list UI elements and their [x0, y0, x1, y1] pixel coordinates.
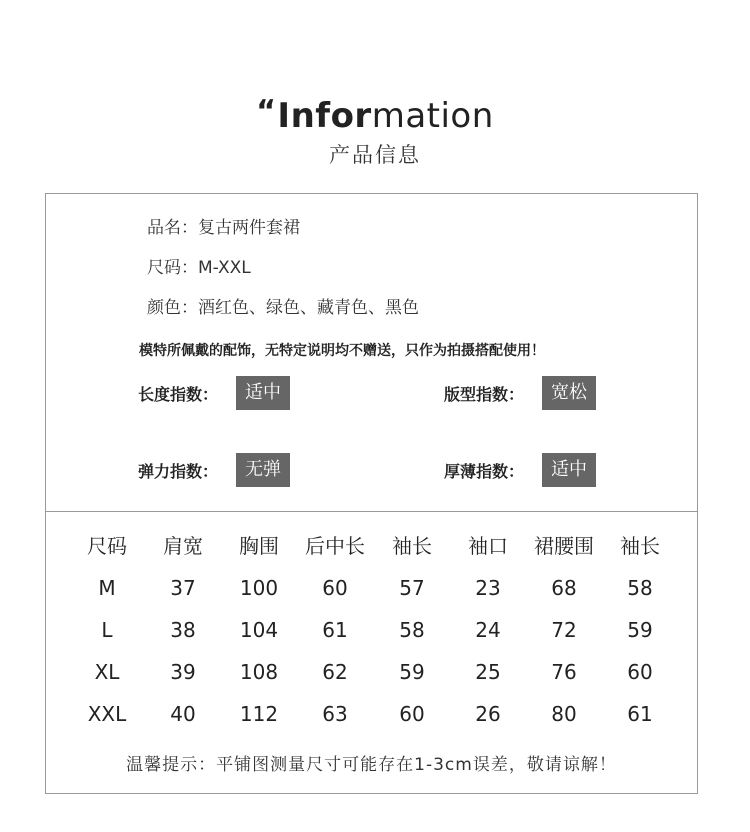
table-cell: 61: [322, 618, 348, 642]
table-cell: 60: [399, 702, 425, 726]
table-cell: 76: [551, 660, 577, 684]
table-header-cell: 肩宽: [163, 534, 203, 558]
fit-index: [444, 376, 596, 410]
accessory-notice: 模特所佩戴的配饰，无特定说明均不赠送，只作为拍摄搭配使用！: [139, 343, 545, 359]
title-light-part: mation: [371, 96, 494, 136]
product-colors: 颜色：酒红色、绿色、藏青色、黑色: [147, 298, 419, 318]
length-index: [138, 376, 290, 410]
table-cell: 108: [239, 660, 279, 684]
table-cell: 60: [322, 576, 348, 600]
table-cell: 37: [170, 576, 196, 600]
stretch-index: [138, 453, 290, 487]
table-cell: 39: [170, 660, 196, 684]
table-header-cell: 尺码: [87, 534, 127, 558]
table-cell: 80: [551, 702, 577, 726]
table-cell: 40: [170, 702, 196, 726]
table-cell: 112: [239, 702, 279, 726]
quote-mark: “: [256, 94, 277, 129]
table-header-cell: 胸围: [239, 534, 279, 558]
table-cell: 25: [475, 660, 501, 684]
size-table: [46, 525, 697, 735]
length-index-label: 长度指数：: [138, 384, 219, 404]
table-cell: 60: [627, 660, 653, 684]
thickness-index-label: 厚薄指数：: [444, 461, 525, 481]
table-cell: 38: [170, 618, 196, 642]
table-header-cell: 后中长: [305, 534, 365, 558]
page-header: [0, 92, 750, 170]
table-cell: 59: [627, 618, 653, 642]
table-cell: XL: [94, 660, 120, 684]
table-row: [46, 693, 697, 735]
page-title: [0, 92, 750, 136]
table-row: [46, 567, 697, 609]
table-cell: 61: [627, 702, 653, 726]
stretch-index-label: 弹力指数：: [138, 461, 219, 481]
table-cell: 24: [475, 618, 501, 642]
table-row: [46, 651, 697, 693]
page-subtitle: 产品信息: [329, 143, 421, 167]
section-divider: [46, 511, 697, 512]
table-header-cell: 袖长: [392, 534, 432, 558]
length-index-badge: 适中: [236, 376, 290, 410]
table-header-cell: 袖长: [620, 534, 660, 558]
table-cell: 58: [399, 618, 425, 642]
table-cell: 57: [399, 576, 425, 600]
table-cell: 26: [475, 702, 501, 726]
table-cell: 62: [322, 660, 348, 684]
product-name: 品名：复古两件套裙: [147, 218, 300, 238]
table-header-cell: 裙腰围: [534, 534, 594, 558]
table-row: [46, 609, 697, 651]
thickness-index: [444, 453, 596, 487]
table-cell: 68: [551, 576, 577, 600]
stretch-index-badge: 无弹: [236, 453, 290, 487]
table-cell: 72: [551, 618, 577, 642]
title-bold-part: Infor: [277, 96, 372, 136]
product-size-range: 尺码：M-XXL: [147, 258, 251, 278]
measurement-tip: 温馨提示：平铺图测量尺寸可能存在1-3cm误差，敬请谅解！: [126, 755, 617, 775]
table-cell: 104: [239, 618, 279, 642]
table-cell: 58: [627, 576, 653, 600]
table-cell: L: [101, 618, 113, 642]
table-header-row: [46, 525, 697, 567]
table-header-cell: 袖口: [468, 534, 508, 558]
table-cell: 63: [322, 702, 348, 726]
thickness-index-badge: 适中: [542, 453, 596, 487]
table-cell: M: [98, 576, 116, 600]
table-cell: 59: [399, 660, 425, 684]
info-card: [45, 193, 698, 794]
table-cell: XXL: [87, 702, 127, 726]
fit-index-label: 版型指数：: [444, 384, 525, 404]
fit-index-badge: 宽松: [542, 376, 596, 410]
table-cell: 23: [475, 576, 501, 600]
table-cell: 100: [239, 576, 279, 600]
